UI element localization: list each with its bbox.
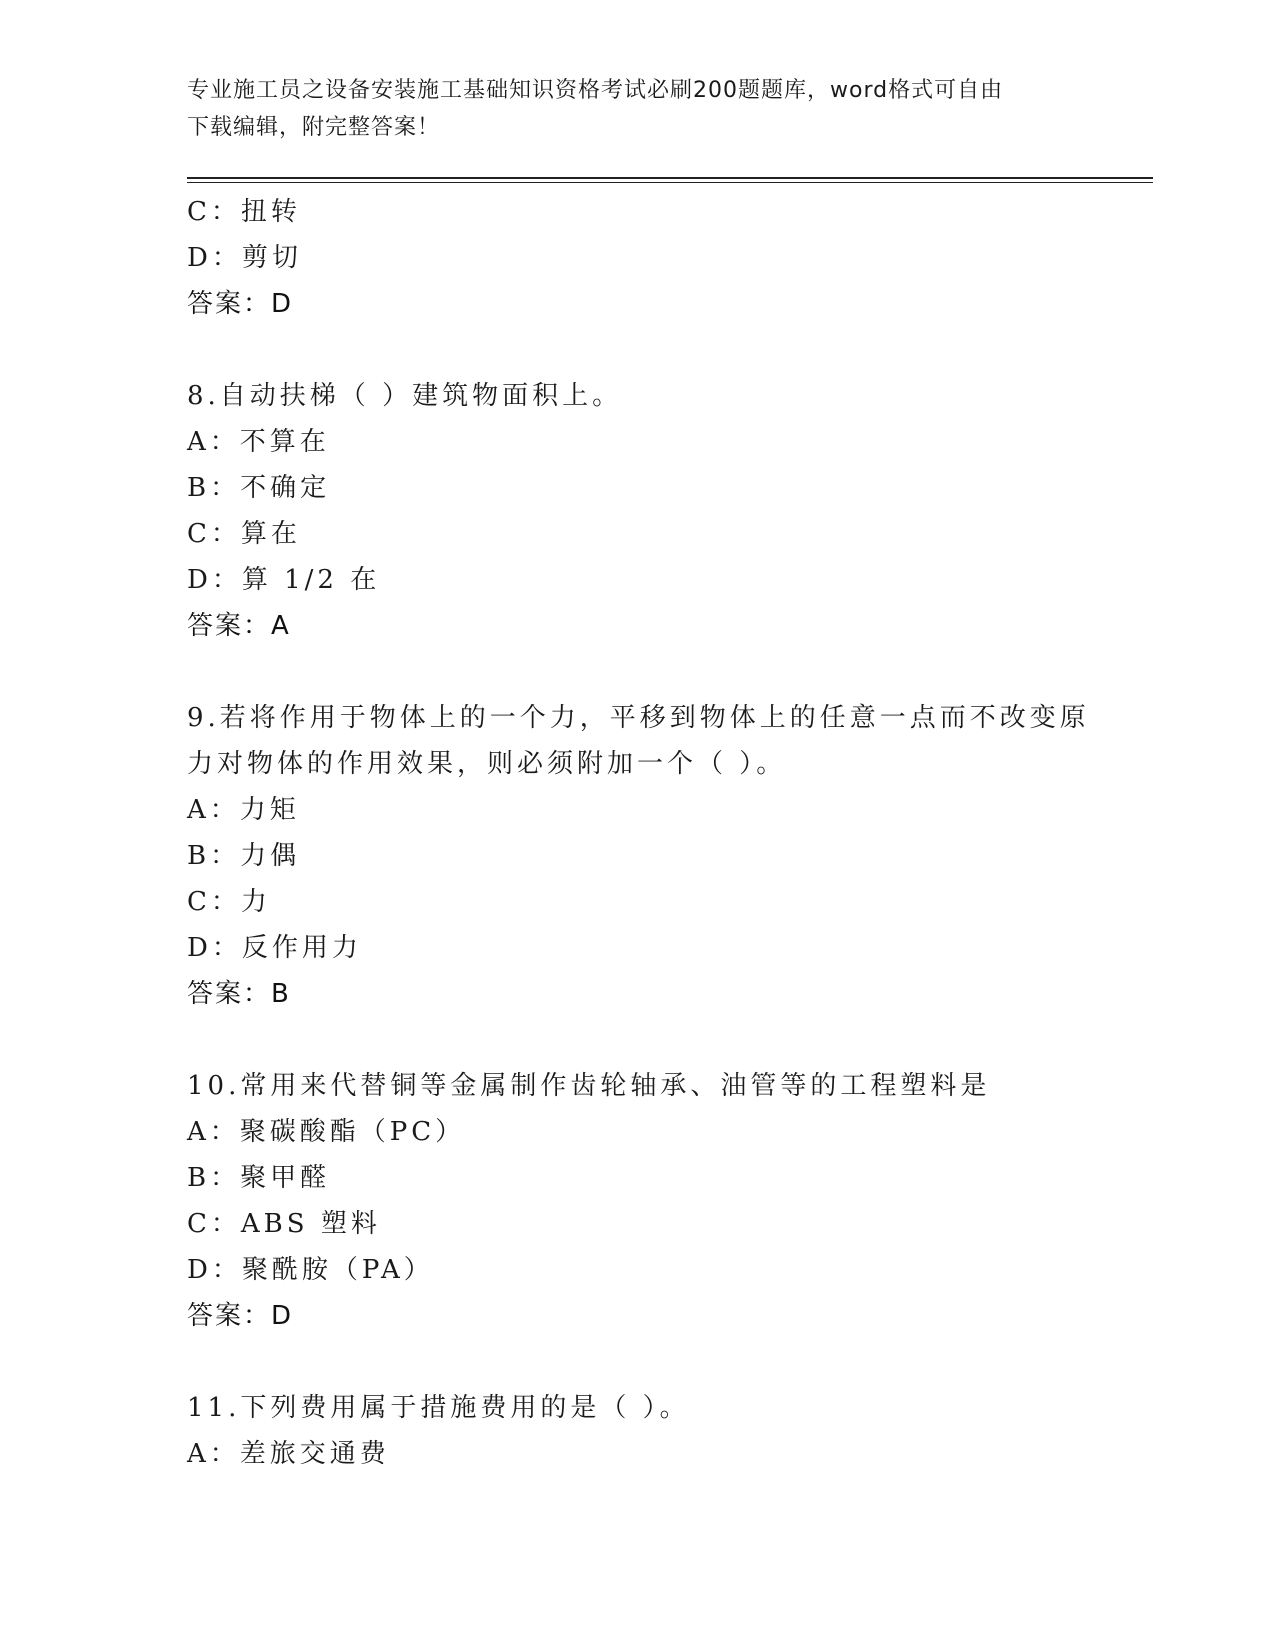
question-block — [187, 1063, 1087, 1339]
question-text: 9.若将作用于物体上的一个力，平移到物体上的任意一点而不改变原 — [187, 703, 1090, 733]
answer-option: A：差旅交通费 — [187, 1439, 390, 1469]
answer-option: A：不算在 — [187, 427, 330, 457]
answer-option: D：反作用力 — [187, 933, 362, 963]
block-spacer — [187, 1017, 1087, 1063]
document-header — [187, 72, 1087, 146]
question-text: 11.下列费用属于措施费用的是（ ）。 — [187, 1393, 690, 1423]
question-block — [187, 373, 1087, 649]
correct-answer: 答案：A — [187, 611, 291, 641]
answer-option: C：力 — [187, 887, 271, 917]
question-block — [187, 695, 1090, 1017]
block-spacer — [187, 649, 1087, 695]
block-spacer — [187, 1339, 1087, 1385]
answer-option: C：算在 — [187, 519, 301, 549]
question-list — [187, 189, 1090, 1477]
answer-option: D：剪切 — [187, 243, 302, 273]
answer-option: B：力偶 — [187, 841, 301, 871]
answer-option: C：ABS 塑料 — [187, 1209, 381, 1239]
question-text: 10.常用来代替铜等金属制作齿轮轴承、油管等的工程塑料是 — [187, 1071, 991, 1101]
answer-option: D：算 1/2 在 — [187, 565, 381, 595]
correct-answer: 答案：D — [187, 1301, 294, 1331]
correct-answer: 答案：B — [187, 979, 291, 1009]
header-divider-thin — [187, 182, 1153, 183]
question-block — [187, 189, 1087, 327]
correct-answer: 答案：D — [187, 289, 294, 319]
answer-option: A：力矩 — [187, 795, 300, 825]
answer-option: B：不确定 — [187, 473, 331, 503]
header-line-2: 下载编辑，附完整答案！ — [187, 115, 441, 140]
block-spacer — [187, 327, 1087, 373]
answer-option: A：聚碳酸酯（PC） — [187, 1117, 466, 1147]
header-line-1: 专业施工员之设备安装施工基础知识资格考试必刷200题题库，word格式可自由 — [187, 78, 1004, 103]
question-text: 8.自动扶梯（ ）建筑物面积上。 — [187, 381, 623, 411]
answer-option: B：聚甲醛 — [187, 1163, 331, 1193]
answer-option: D：聚酰胺（PA） — [187, 1255, 434, 1285]
header-divider-thick — [187, 177, 1153, 179]
answer-option: C：扭转 — [187, 197, 301, 227]
question-text: 力对物体的作用效果，则必须附加一个（ ）。 — [187, 749, 787, 779]
question-block — [187, 1385, 1087, 1477]
